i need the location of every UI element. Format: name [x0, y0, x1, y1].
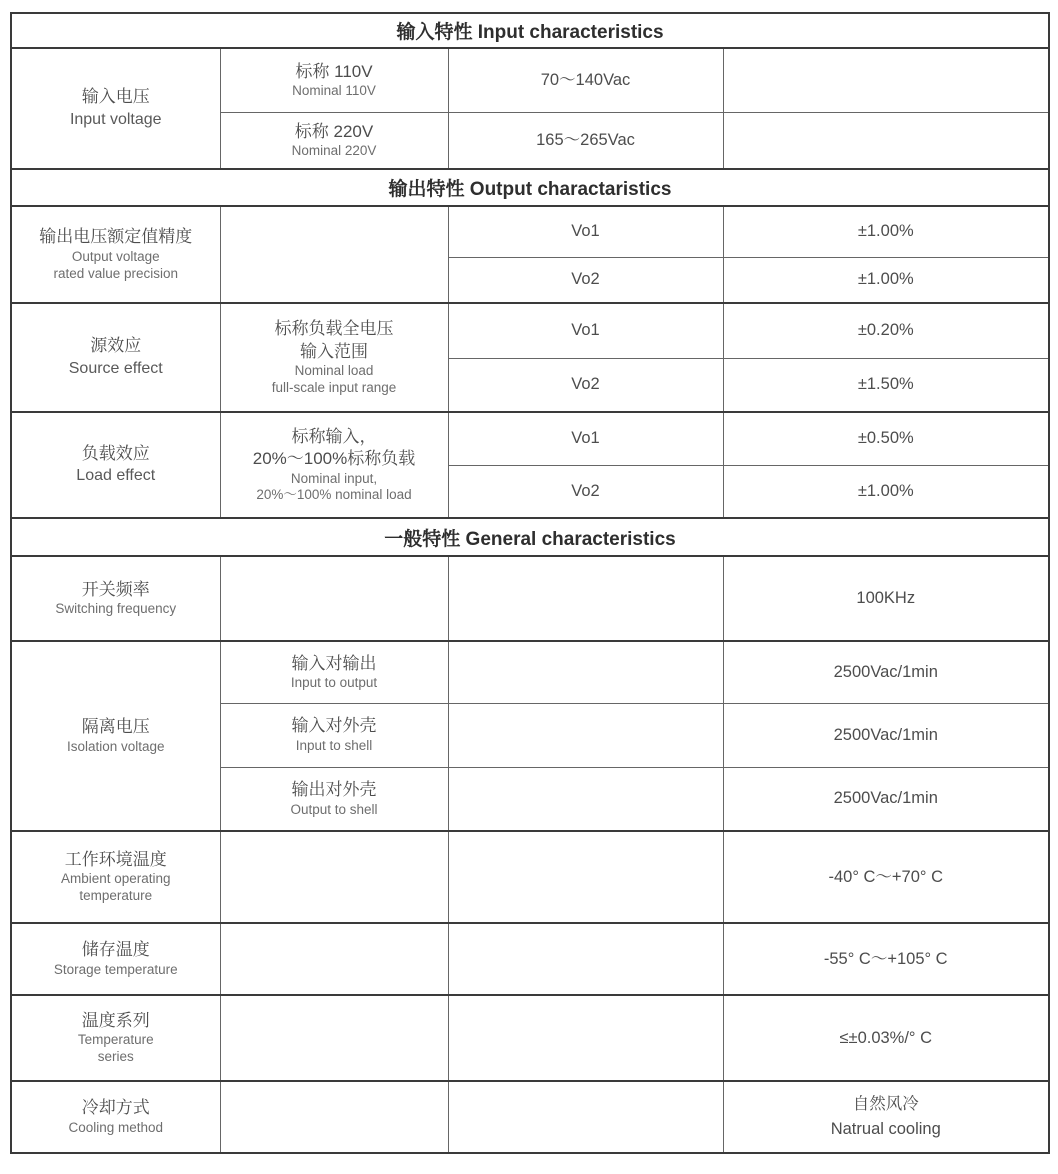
empty-cell — [220, 1081, 448, 1153]
value-cell: 2500Vac/1min — [723, 767, 1049, 831]
label-zh: 源效应 — [90, 336, 142, 356]
section-title-input: 输入特性 Input characteristics — [11, 13, 1049, 48]
condition-zh-line1: 标称负载全电压 — [274, 319, 394, 339]
condition-en-line1: Nominal load — [294, 363, 374, 379]
row-temperature-series — [11, 995, 1049, 1081]
empty-cell — [220, 831, 448, 923]
value-cell: ±1.00% — [723, 465, 1049, 518]
condition-zh: 输入对输出 — [291, 653, 377, 673]
label-en-line2: temperature — [79, 888, 153, 904]
empty-cell — [220, 995, 448, 1081]
empty-cell — [220, 923, 448, 995]
row-label-load-effect — [11, 412, 220, 518]
label-zh: 温度系列 — [81, 1010, 150, 1030]
row-label-isolation-voltage — [11, 641, 220, 831]
channel-cell: Vo2 — [448, 257, 723, 303]
value-cell: ±1.00% — [723, 206, 1049, 257]
value-cell: -40° C～+70° C — [723, 831, 1049, 923]
value-input-range-220: 165～265Vac — [448, 112, 723, 169]
label-en-line2: rated value precision — [53, 265, 179, 281]
spec-table — [10, 12, 1050, 1154]
condition-zh: 输出对外壳 — [291, 780, 377, 800]
label-zh: 冷却方式 — [81, 1098, 150, 1118]
condition-nominal-110v — [220, 48, 448, 112]
section-title-general: 一般特性 General characteristics — [11, 518, 1049, 556]
row-input-voltage-110 — [11, 48, 1049, 112]
condition-zh-line2: 输入范围 — [300, 341, 368, 361]
condition-input-to-output — [220, 641, 448, 703]
label-en: Storage temperature — [53, 961, 178, 977]
empty-cell — [448, 1081, 723, 1153]
page — [10, 12, 1048, 1154]
channel-cell: Vo2 — [448, 465, 723, 518]
section-title-output: 输出特性 Output charactaristics — [11, 169, 1049, 206]
row-storage-temperature — [11, 923, 1049, 995]
label-en: Isolation voltage — [66, 738, 165, 754]
section-header-general — [11, 518, 1049, 556]
row-source-effect-vo1 — [11, 303, 1049, 358]
value-zh: 自然风冷 — [852, 1095, 919, 1114]
condition-en: Nominal 220V — [291, 143, 377, 159]
channel-cell: Vo2 — [448, 358, 723, 412]
value-cell: ±1.00% — [723, 257, 1049, 303]
empty-cell — [448, 923, 723, 995]
empty-cell — [448, 703, 723, 767]
row-label-input-voltage — [11, 48, 220, 169]
channel-cell: Vo1 — [448, 412, 723, 465]
condition-zh-line1: 标称输入， — [291, 426, 377, 446]
condition-input-to-shell — [220, 703, 448, 767]
condition-load-effect — [220, 412, 448, 518]
label-zh: 输入电压 — [81, 87, 150, 107]
condition-en: Input to shell — [295, 737, 373, 753]
value-cell: ±0.20% — [723, 303, 1049, 358]
condition-en: Input to output — [290, 675, 378, 691]
channel-cell: Vo1 — [448, 303, 723, 358]
label-en-line1: Ambient operating — [60, 871, 171, 887]
label-en-line2: series — [97, 1049, 134, 1065]
empty-cell — [448, 767, 723, 831]
empty-cell — [448, 556, 723, 641]
label-zh: 开关频率 — [81, 579, 150, 599]
value-cell: ±1.50% — [723, 358, 1049, 412]
empty-cell — [448, 831, 723, 923]
empty-cell — [220, 206, 448, 303]
value-cell: ≤±0.03%/° C — [723, 995, 1049, 1081]
label-zh: 储存温度 — [81, 940, 150, 960]
label-zh: 输出电压额定值精度 — [39, 227, 193, 247]
condition-en: Output to shell — [290, 801, 378, 817]
empty-cell — [448, 641, 723, 703]
condition-zh: 输入对外壳 — [291, 716, 377, 736]
label-en-line1: Temperature — [77, 1032, 154, 1048]
label-zh: 工作环境温度 — [64, 849, 167, 869]
value-cell: 2500Vac/1min — [723, 641, 1049, 703]
value-cell — [723, 1081, 1049, 1153]
condition-output-to-shell — [220, 767, 448, 831]
section-header-output — [11, 169, 1049, 206]
value-cell: ±0.50% — [723, 412, 1049, 465]
condition-source-effect — [220, 303, 448, 412]
condition-zh: 标称 110V — [295, 61, 373, 81]
label-en-line1: Output voltage — [71, 248, 160, 264]
row-label-ambient-temperature — [11, 831, 220, 923]
section-header-input — [11, 13, 1049, 48]
condition-nominal-220v — [220, 112, 448, 169]
row-label-storage-temperature — [11, 923, 220, 995]
condition-en-line2: full-scale input range — [271, 379, 397, 395]
condition-en-line1: Nominal input, — [290, 470, 378, 486]
empty-cell — [723, 48, 1049, 112]
empty-cell — [220, 556, 448, 641]
label-en: Input voltage — [69, 110, 162, 128]
value-cell: 100KHz — [723, 556, 1049, 641]
row-cooling-method — [11, 1081, 1049, 1153]
condition-zh: 标称 220V — [294, 121, 374, 141]
row-load-effect-vo1 — [11, 412, 1049, 465]
row-isolation-input-output — [11, 641, 1049, 703]
value-cell: -55° C～+105° C — [723, 923, 1049, 995]
row-switching-frequency — [11, 556, 1049, 641]
row-ambient-temperature — [11, 831, 1049, 923]
row-label-cooling-method — [11, 1081, 220, 1153]
row-label-temperature-series — [11, 995, 220, 1081]
value-input-range-110: 70～140Vac — [448, 48, 723, 112]
row-label-output-precision — [11, 206, 220, 303]
value-cell: 2500Vac/1min — [723, 703, 1049, 767]
label-en: Source effect — [68, 359, 163, 377]
empty-cell — [723, 112, 1049, 169]
condition-en-line2: 20%～100% nominal load — [256, 487, 412, 503]
label-en: Cooling method — [68, 1119, 164, 1135]
label-en: Switching frequency — [55, 601, 177, 617]
channel-cell: Vo1 — [448, 206, 723, 257]
row-label-source-effect — [11, 303, 220, 412]
row-precision-vo1 — [11, 206, 1049, 257]
condition-en: Nominal 110V — [292, 83, 376, 99]
label-en: Load effect — [76, 467, 156, 485]
value-en: Natrual cooling — [830, 1120, 941, 1138]
label-zh: 负载效应 — [81, 443, 150, 463]
label-zh: 隔离电压 — [81, 717, 150, 737]
condition-zh-line2: 20%～100%标称负载 — [252, 449, 416, 469]
empty-cell — [448, 995, 723, 1081]
row-label-switching-frequency — [11, 556, 220, 641]
